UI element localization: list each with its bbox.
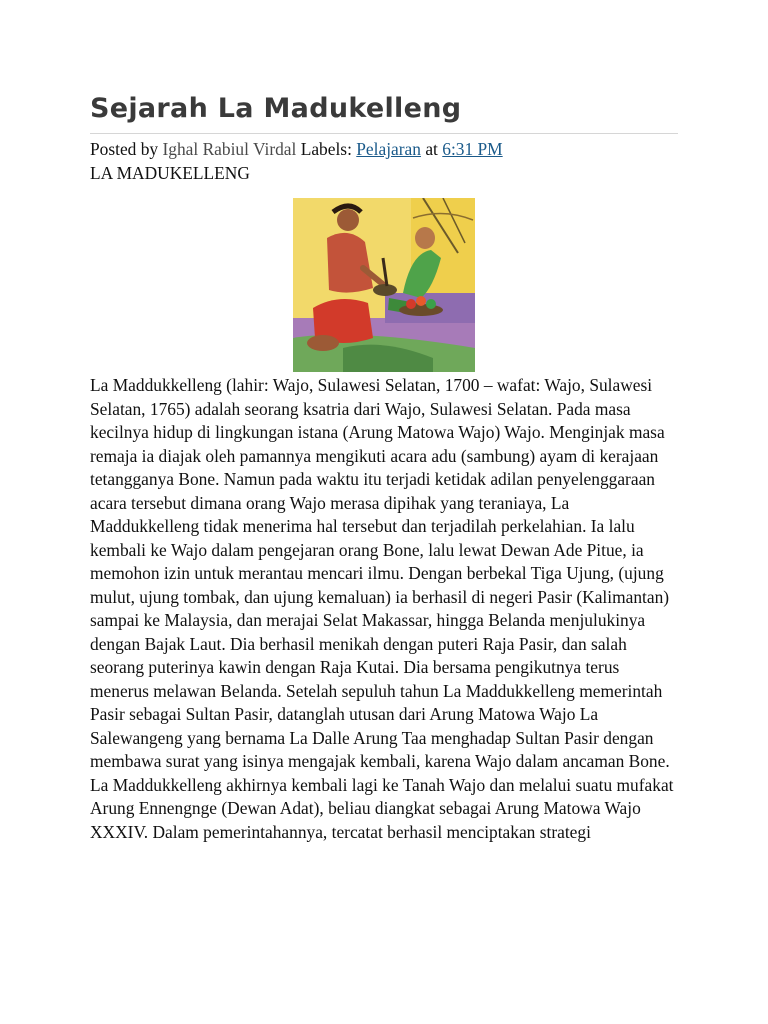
title-divider	[90, 133, 678, 134]
post-title: Sejarah La Madukelleng	[90, 93, 462, 124]
post-time-link[interactable]: 6:31 PM	[442, 139, 503, 159]
blog-post	[90, 92, 678, 842]
label-link[interactable]: Pelajaran	[356, 139, 421, 159]
portrait-illustration	[293, 198, 475, 372]
at-label: at	[425, 139, 438, 159]
posted-by-label: Posted by	[90, 139, 159, 159]
post-subtitle: LA MADUKELLENG	[90, 163, 250, 183]
post-body: La Maddukkelleng (lahir: Wajo, Sulawesi Selatan, 1700 – wafat: Wajo, Sulawesi Selatan, 1765) adalah seorang ksatria dari Wajo, Sulawesi Selatan. Pada masa kecilnya hidup di lingkungan istana (Arung Matowa Wajo) Wajo. Menginjak masa remaja ia diajak oleh pamannya mengikuti acara adu (sambung) ayam di kerajaan tetangganya Bone. Namun pada waktu itu terjadi ketidak adilan penyelenggaraan acara tersebut dimana orang Wajo merasa dipihak yang teraniaya, La Maddukkelleng tidak menerima hal tersebut dan terjadilah perkelahian. Ia lalu kembali ke Wajo dalam pengejaran orang Bone, lalu lewat Dewan Ade Pitue, ia memohon izin untuk merantau mencari ilmu. Dengan berbekal Tiga Ujung, (ujung mulut, ujung tombak, dan ujung kemaluan) ia berhasil di negeri Pasir (Kalimantan) sampai ke Malaysia, dan merajai Selat Makassar, hingga Belanda menjulukinya dengan Bajak Laut. Dia berhasil menikah dengan puteri Raja Pasir, dan salah seorang puterinya kawin dengan Raja Kutai. Dia bersama pengikutnya terus menerus melawan Belanda. Setelah sepuluh tahun La Maddukkelleng memerintah Pasir sebagai Sultan Pasir, datanglah utusan dari Arung Matowa Wajo La Salewangeng yang bernama La Dalle Arung Taa menghadap Sultan Pasir dengan membawa surat yang isinya mengajak kembali, karena Wajo dalam ancaman Bone. La Maddukkelleng akhirnya kembali lagi ke Tanah Wajo dan melalui suatu mufakat Arung Ennengnge (Dewan Adat), beliau diangkat sebagai Arung Matowa Wajo XXXIV. Dalam pemerintahannya, tercatat berhasil menciptakan strategi	[90, 375, 674, 842]
author-name[interactable]: Ighal Rabiul Virdal	[162, 139, 297, 159]
labels-label: Labels:	[300, 139, 352, 159]
post-meta	[90, 138, 678, 161]
